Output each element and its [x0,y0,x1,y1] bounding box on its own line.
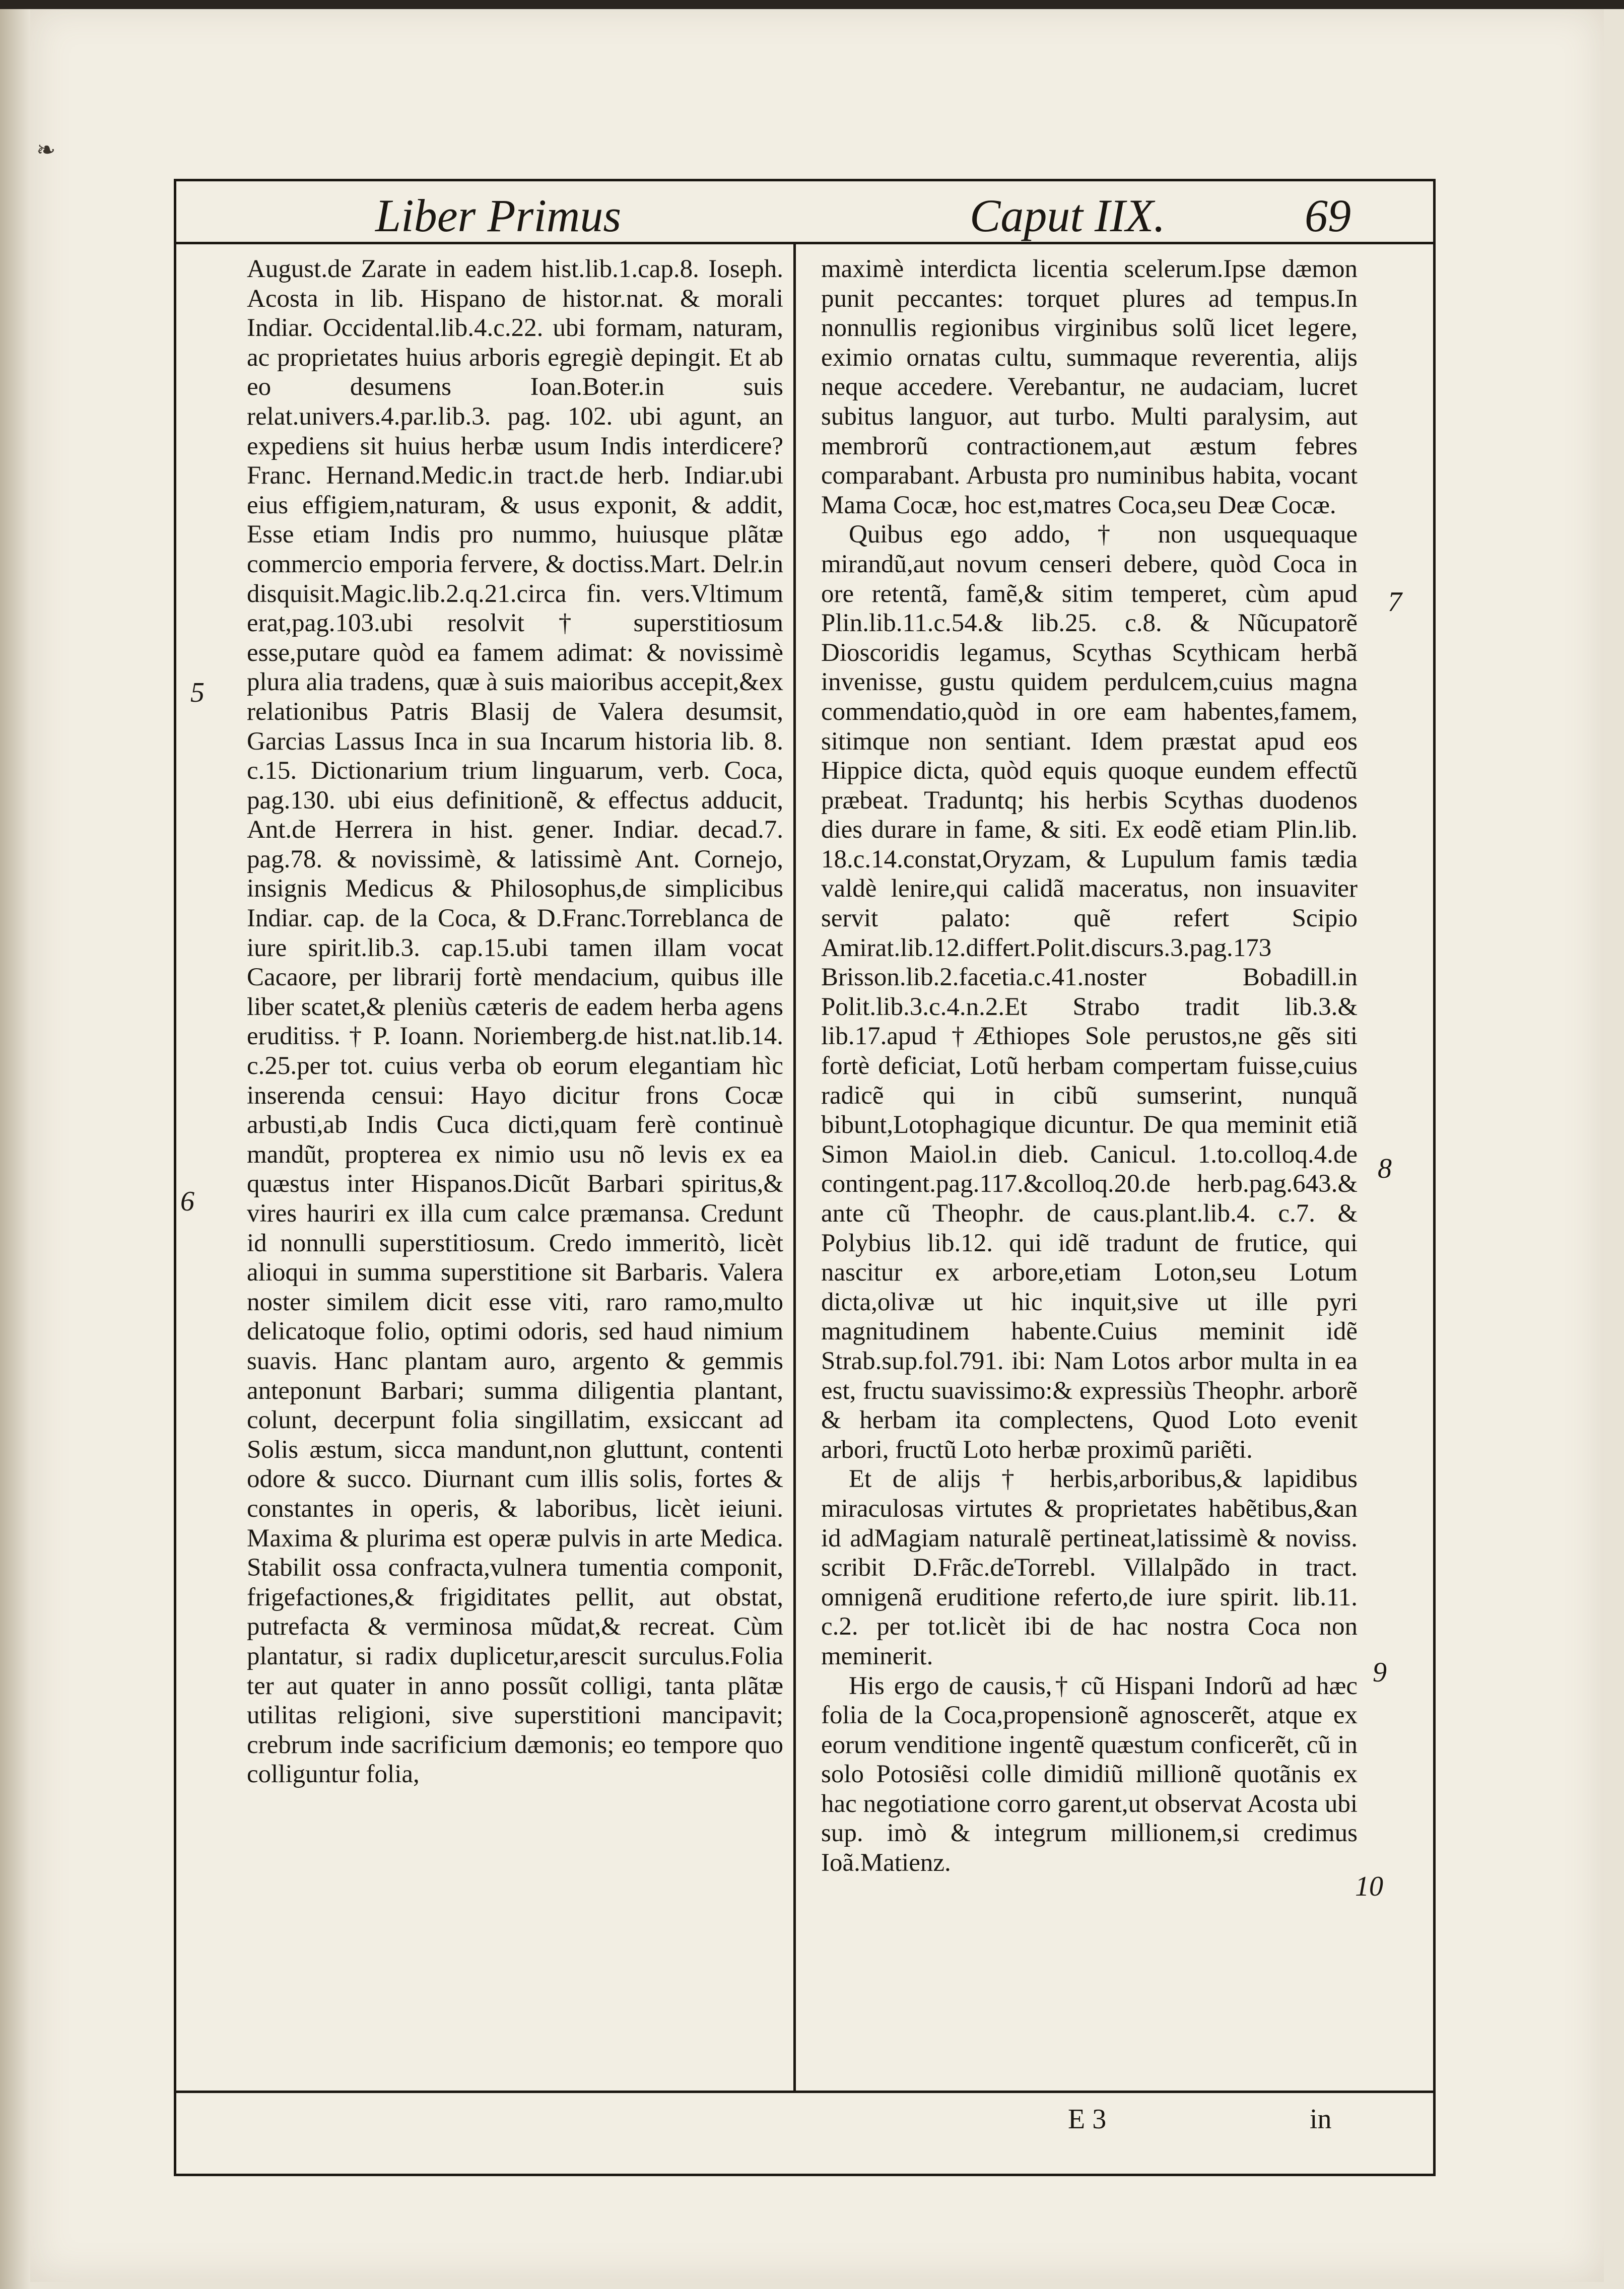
left-column [247,254,783,1789]
margin-number-10: 10 [1355,1871,1383,1902]
margin-number-9: 9 [1373,1657,1387,1688]
margin-ornament: ❧ [36,137,56,163]
running-head-book: Liber Primus [375,190,622,241]
footer-rule [174,2091,1436,2093]
margin-number-7: 7 [1388,586,1402,618]
paragraph: maximè interdicta licentia scelerum.Ipse dæmon punit peccantes: torquet plures ad tempus.In nonnullis regionibus virginibus solũ licet legere, eximio ornatas cultu, summaque reverentia, alijs neque accedere. Verebantur, ne audaciam, lucret subitus languor, aut turbo. Multi paralysim, aut membrorũ contractionem,aut æstum febres comparabant. Arbusta pro numinibus habita, vocant Mama Cocæ, hoc est,matres Coca,seu Deæ Cocæ. [821,255,1358,519]
margin-number-8: 8 [1378,1153,1392,1184]
paragraph: Et de alijs † herbis,arboribus,& lapidibus miraculosas virtutes & proprietates habẽtibus,&an id adMagiam naturalẽ pertineat,latissimè & noviss. scribit D.Frãc.deTorrebl. Villalpãdo in tract. omnigenã eruditione referto,de iure spirit. lib.11. c.2. per tot.licèt ibi de hac nostra Coca non meminerit. [821,1465,1358,1670]
running-head-chapter: Caput IIX. [970,190,1166,241]
margin-number-5: 5 [190,677,205,708]
margin-number-6: 6 [180,1186,194,1217]
paragraph: Quibus ego addo, † non usquequaque mirandũ,aut novum censeri debere, quòd Coca in ore retentã, famẽ,& sitim temperet, cùm apud Plin.lib.11.c.54.& lib.25. c.8. & Nũcupatorẽ Dioscoridis legamus, Scythas Scythicam herbã invenisse, gustu quidem perdulcem,cuius magna commendatio,quòd in ore eam habentes,famem, sitimque non sentiant. Idem præstat apud eos Hippice dicta, quòd equis quoque eundem effectũ præbeat. Traduntq; his herbis Scythas duodenos dies durare in fame, & siti. Ex eodẽ etiam Plin.lib. 18.c.14.constat,Oryzam, & Lupulum famis tædia valdè lenire,qui calidã maceratus, non insuaviter servit palato: quẽ refert Scipio Amirat.lib.12.differt.Polit.discurs.3.pag.173 Brisson.lib.2.facetia.c.41.noster Bobadill.in Polit.lib.3.c.4.n.2.Et Strabo tradit lib.3.& lib.17.apud †Æthiopes Sole perustos,ne gẽs siti fortè deficiat, Lotũ herbam compertam fuisse,cuius radicẽ qui in cibũ sumserint, nunquã bibunt,Lotophagique dicuntur. De qua meminit etiã Simon Maiol.in dieb. Canicul. 1.to.colloq.4.de contingent.pag.117.&colloq.20.de herb.pag.643.& ante cũ Theophr. de caus.plant.lib.4. c.7. & Polybius lib.12. qui idẽ tradunt de frutice, qui nascitur ex arbore,etiam Loton,seu Lotum dicta,olivæ ut hic inquit,sive ut ille pyri magnitudinem habente.Cuius meminit idẽ Strab.sup.fol.791. ibi: Nam Lotos arbor multa in ea est, fructu suavissimo:& expressiùs Theophr. arborẽ & herbam ita complectens, Quod Loto evenit arbori, fructũ Loto herbæ proximũ pariẽti. [821,520,1358,1464]
book-gutter [0,0,30,2289]
folio-number: 69 [1305,190,1351,241]
header-rule [174,242,1436,244]
signature-mark: E 3 [1068,2104,1107,2135]
scan-edge [0,0,1624,9]
column-divider [793,244,796,2091]
paragraph: His ergo de causis,† cũ Hispani Indorũ ad hæc folia de la Coca,propensionẽ agnoscerẽt, atque ex eorum venditione ingentẽ quæstum conficerẽt, cũ in solo Potosiẽsi colle dimidiũ millionẽ quotãnis ex hac negotiatione corro garent,ut observat Acosta ubi sup. imò & integrum millionem,si credimus Ioã.Matienz. [821,1671,1358,1877]
right-column [821,254,1358,1878]
left-column-text: August.de Zarate in eadem hist.lib.1.cap.8. Ioseph. Acosta in lib. Hispano de histor.nat. & morali Indiar. Occidental.lib.4.c.22. ubi formam, naturam, ac proprietates huius arboris egregiè depingit. Et ab eo desumens Ioan.Boter.in suis relat.univers.4.par.lib.3. pag. 102. ubi agunt, an expediens sit huius herbæ usum Indis interdicere? Franc. Hernand.Medic.in tract.de herb. Indiar.ubi eius effigiem,naturam, & usus exponit, & addit, Esse etiam Indis pro nummo, huiusque plãtæ commercio emporia fervere, & doctiss.Mart. Delr.in disquisit.Magic.lib.2.q.21.circa fin. vers.Vltimum erat,pag.103.ubi resolvit † superstitiosum esse,putare quòd ea famem adimat: & novissimè plura alia tradens, quæ à suis maioribus accepit,&ex relationibus Patris Blasij de Valera desumsit, Garcias Lassus Inca in sua Incarum historia lib. 8. c.15. Dictionarium trium linguarum, verb. Coca, pag.130. ubi eius definitionẽ, & effectus adducit, Ant.de Herrera in hist. gener. Indiar. decad.7. pag.78. & novissimè, & latissimè Ant. Cornejo, insignis Medicus & Philosophus,de simplicibus Indiar. cap. de la Coca, & D.Franc.Torreblanca de iure spirit.lib.3. cap.15.ubi tamen illam vocat Cacaore, per librarij fortè mendacium, quibus ille liber scatet,& pleniùs cæteris de eadem herba agens eruditiss. † P. Ioann. Noriemberg.de hist.nat.lib.14. c.25.per tot. cuius verba ob eorum elegantiam hìc inserenda censui: Hayo dicitur frons Cocæ arbusti,ab Indis Cuca dicti,quam ferè continuè mandũt, propterea ex nimio usu nõ levis ex ea quæstus inter Hispanos.Dicũt Barbari spiritus,& vires hauriri ex illa cum calce præmansa. Credunt id nonnulli superstitiosum. Credo immeritò, licèt alioqui in summa superstitione sit Barbaris. Valera noster similem dicit esse viti, raro ramo,multo delicatoque folio, optimi odoris, sed haud nimium suavis. Hanc plantam auro, argento & gemmis anteponunt Barbari; summa diligentia plantant, colunt, decerpunt folia singillatim, exsiccant ad Solis æstum, sicca mandunt,non gluttunt, contenti odore & succo. Diurnant cum illis solis, fortes & constantes in operis, & laboribus, licèt ieiuni. Maxima & plurima est operæ pulvis in arte Medica. Stabilit ossa confracta,vulnera tumentia componit, frigefactiones,& frigiditates pellit, aut obstat, putrefacta & verminosa mũdat,& recreat. Cùm plantatur, si radix duplicetur,arescit surculus.Folia ter aut quater in anno possũt colligi, tanta plãtæ utilitas religioni, sive superstitioni mancipavit; crebrum inde sacrificium dæmonis; eo tempore quo colliguntur folia, [247,255,783,1789]
catchword: in [1310,2104,1332,2135]
